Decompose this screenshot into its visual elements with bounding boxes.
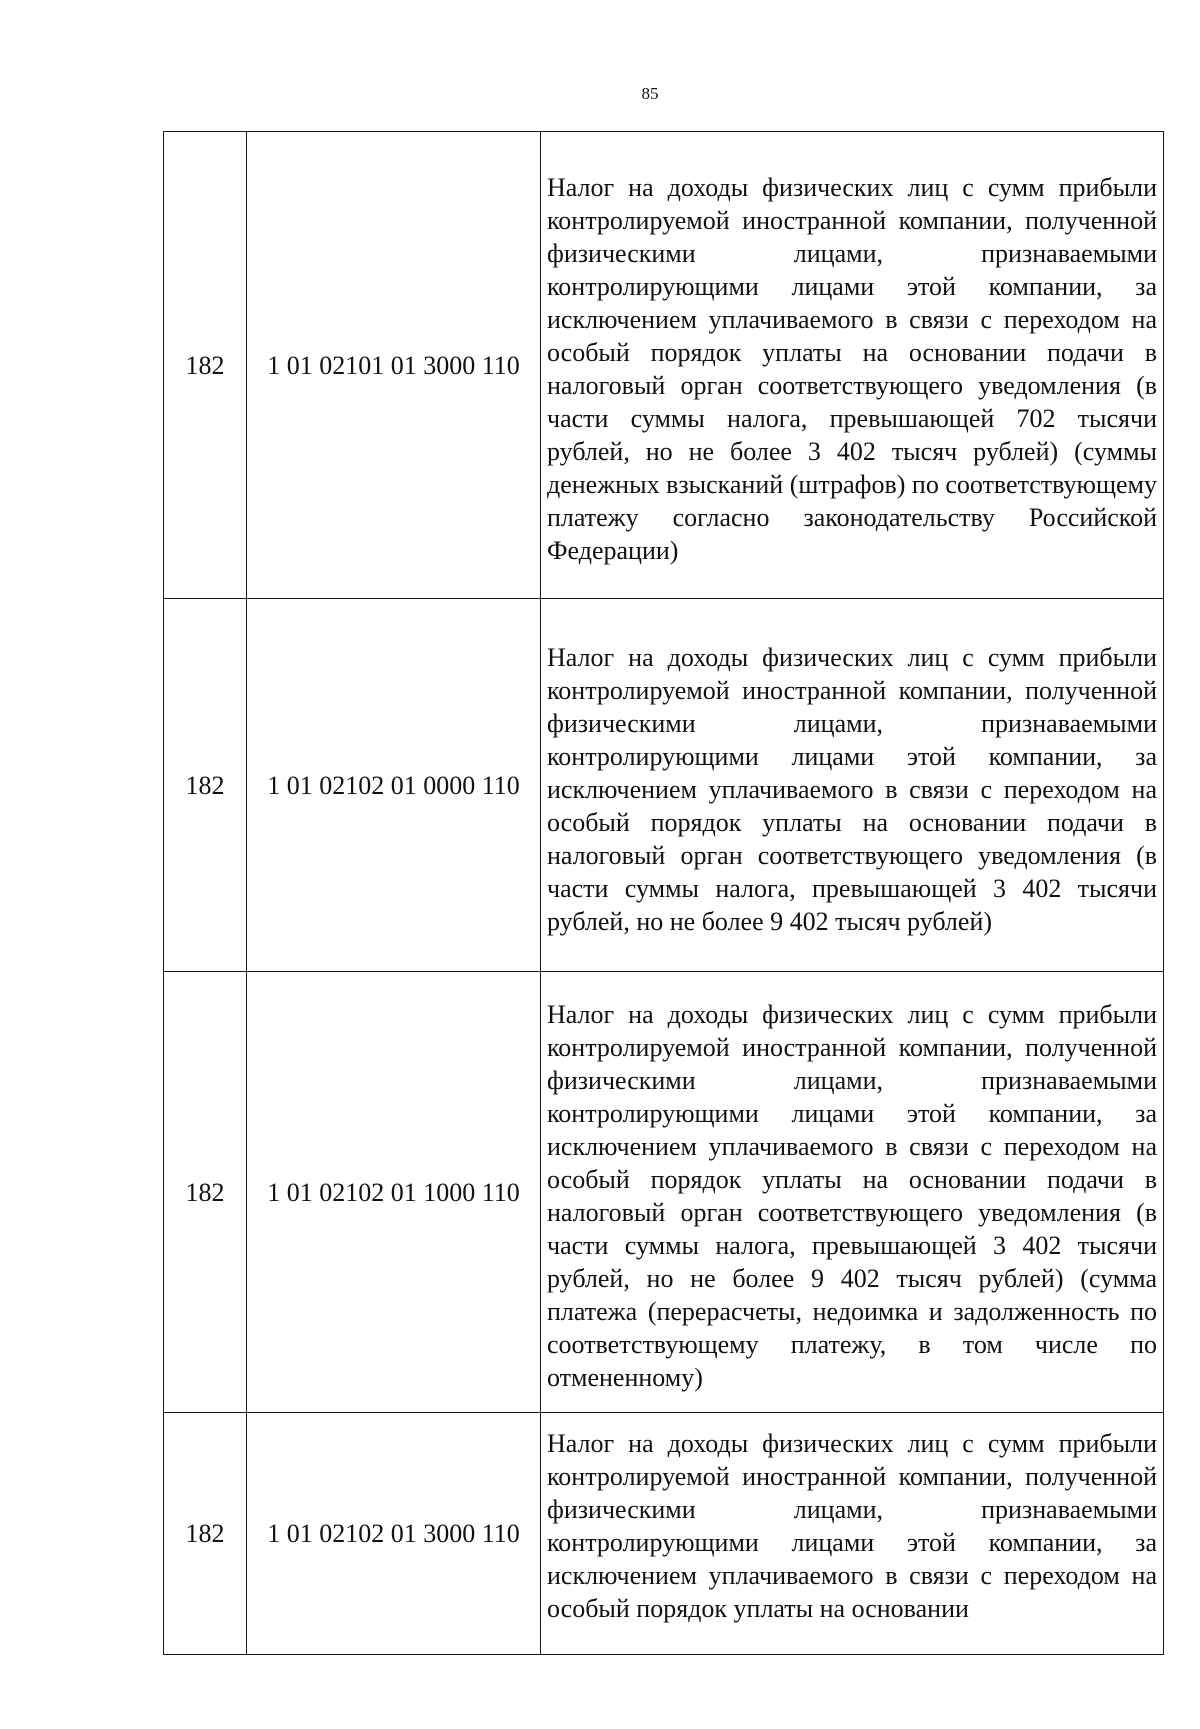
revenue-name-cell: Налог на доходы физических лиц с сумм прибыли контролируемой иностранной компании, полученной физическими лицами, признаваемыми контролирующими лицами этой компании, за исключением уплачиваемого в связи с переходом на особый порядок уплаты на основании подачи в налоговый орган соответствующего уведомления (в части суммы налога, превышающей 702 тысячи рублей, но не более 3 402 тысяч рублей) (суммы денежных взысканий (штрафов) по соответствующему платежу согласно законодательству Российской Федерации) — [541, 132, 1164, 599]
admin-code-cell: 182 — [164, 1413, 247, 1655]
table-row — [164, 599, 1164, 972]
kbk-code-cell: 1 01 02102 01 3000 110 — [247, 1413, 541, 1655]
kbk-code-cell: 1 01 02102 01 0000 110 — [247, 599, 541, 972]
kbk-code-cell: 1 01 02101 01 3000 110 — [247, 132, 541, 599]
revenue-name-cell: Налог на доходы физических лиц с сумм прибыли контролируемой иностранной компании, полученной физическими лицами, признаваемыми контролирующими лицами этой компании, за исключением уплачиваемого в связи с переходом на особый порядок уплаты на основании подачи в налоговый орган соответствующего уведомления (в части суммы налога, превышающей 3 402 тысячи рублей, но не более 9 402 тысяч рублей) — [541, 599, 1164, 972]
table-row — [164, 972, 1164, 1413]
admin-code-cell: 182 — [164, 599, 247, 972]
revenue-name-cell: Налог на доходы физических лиц с сумм прибыли контролируемой иностранной компании, полученной физическими лицами, признаваемыми контролирующими лицами этой компании, за исключением уплачиваемого в связи с переходом на особый порядок уплаты на основании подачи в налоговый орган соответствующего уведомления (в части суммы налога, превышающей 3 402 тысячи рублей, но не более 9 402 тысяч рублей) (сумма платежа (перерасчеты, недоимка и задолженность по соответствующему платежу, в том числе по отмененному) — [541, 972, 1164, 1413]
admin-code-cell: 182 — [164, 972, 247, 1413]
kbk-code-cell: 1 01 02102 01 1000 110 — [247, 972, 541, 1413]
table-row — [164, 132, 1164, 599]
page-number: 85 — [641, 84, 659, 103]
budget-classification-table — [163, 131, 1164, 1655]
admin-code-cell: 182 — [164, 132, 247, 599]
revenue-name-cell: Налог на доходы физических лиц с сумм прибыли контролируемой иностранной компании, полученной физическими лицами, признаваемыми контролирующими лицами этой компании, за исключением уплачиваемого в связи с переходом на особый порядок уплаты на основании — [541, 1413, 1164, 1655]
table-row — [164, 1413, 1164, 1655]
